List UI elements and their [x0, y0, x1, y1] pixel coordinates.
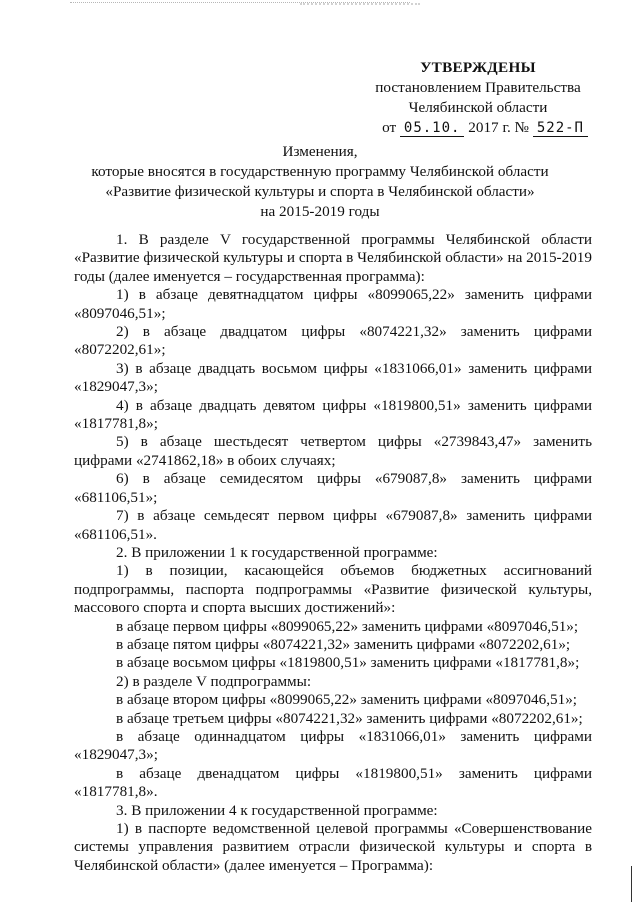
paragraph: 5) в абзаце шестьдесят четвертом цифры «2739843,47» заменить цифрами «2741862,18» в обоих случаях; [74, 433, 592, 469]
scan-artifact [300, 3, 420, 9]
paragraph: в абзаце двенадцатом цифры «1819800,51» заменить цифрами «1817781,8». [74, 764, 592, 801]
paragraph: 2) в разделе V подпрограммы: [116, 672, 312, 690]
paragraph: 2) в абзаце двадцатом цифры «8074221,32» заменить цифрами «8072202,61»; [74, 323, 592, 359]
paragraph: в абзаце втором цифры «8099065,22» заменить цифрами «8097046,51»; [116, 691, 578, 709]
handwritten-number: 522-П [533, 120, 588, 137]
approval-line: постановлением Правительства [375, 79, 581, 96]
paragraph: в абзаце восьмом цифры «1819800,51» заменить цифрами «1817781,8»; [116, 654, 580, 672]
paragraph: 2. В приложении 1 к государственной программе: [116, 543, 438, 561]
title-line: на 2015-2019 годы [260, 203, 380, 220]
paragraph: 4) в абзаце двадцать девятом цифры «1819800,51» заменить цифрами «1817781,8»; [74, 396, 592, 433]
paragraph: 1) в абзаце девятнадцатом цифры «8099065,22» заменить цифрами «8097046,51»; [74, 286, 592, 322]
paragraph: 1) в позиции, касающейся объемов бюджетных ассигнований подпрограммы, паспорта подпрограммы «Развитие физической культуры, массового спорта и спорта высших достижений»: [74, 562, 592, 617]
year-text: 2017 г. № [468, 119, 530, 136]
approval-date-line [368, 118, 588, 138]
page-edge-mark [631, 866, 632, 902]
paragraph: в абзаце первом цифры «8099065,22» заменить цифрами «8097046,51»; [116, 617, 579, 635]
approval-block [368, 58, 588, 138]
paragraph: 1) в паспорте ведомственной целевой программы «Совершенствование системы управления развитием отрасли физической культуры и спорта в Челябинской области» (далее именуется – Программа): [74, 820, 592, 874]
paragraph: в абзаце одиннадцатом цифры «1831066,01» заменить цифрами «1829047,3»; [74, 727, 592, 764]
handwritten-date: 05.10. [400, 120, 465, 137]
date-prefix: от [382, 119, 397, 136]
paragraph: 7) в абзаце семьдесят первом цифры «679087,8» заменить цифрами «681106,51». [74, 507, 592, 543]
title-line: Изменения, [282, 143, 358, 160]
paragraph: 3. В приложении 4 к государственной программе: [116, 801, 438, 819]
paragraph: в абзаце третьем цифры «8074221,32» заменить цифрами «8072202,61»; [116, 709, 583, 727]
paragraph: 6) в абзаце семидесятом цифры «679087,8» заменить цифрами «681106,51»; [74, 470, 592, 506]
paragraph: в абзаце пятом цифры «8074221,32» заменить цифрами «8072202,61»; [116, 635, 571, 653]
document-body [74, 231, 592, 875]
title-line: «Развитие физической культуры и спорта в Челябинской области» [105, 183, 535, 200]
paragraph: 1. В разделе V государственной программы Челябинской области «Развитие физической культуры и спорта в Челябинской области» на 2015-2019 годы (далее именуется – государственная программа): [74, 231, 592, 285]
approval-heading: УТВЕРЖДЕНЫ [420, 59, 536, 76]
document-title [0, 142, 640, 222]
paragraph: 3) в абзаце двадцать восьмом цифры «1831066,01» заменить цифрами «1829047,3»; [74, 359, 592, 396]
approval-line: Челябинской области [408, 99, 548, 116]
title-line: которые вносятся в государственную программу Челябинской области [91, 163, 549, 180]
